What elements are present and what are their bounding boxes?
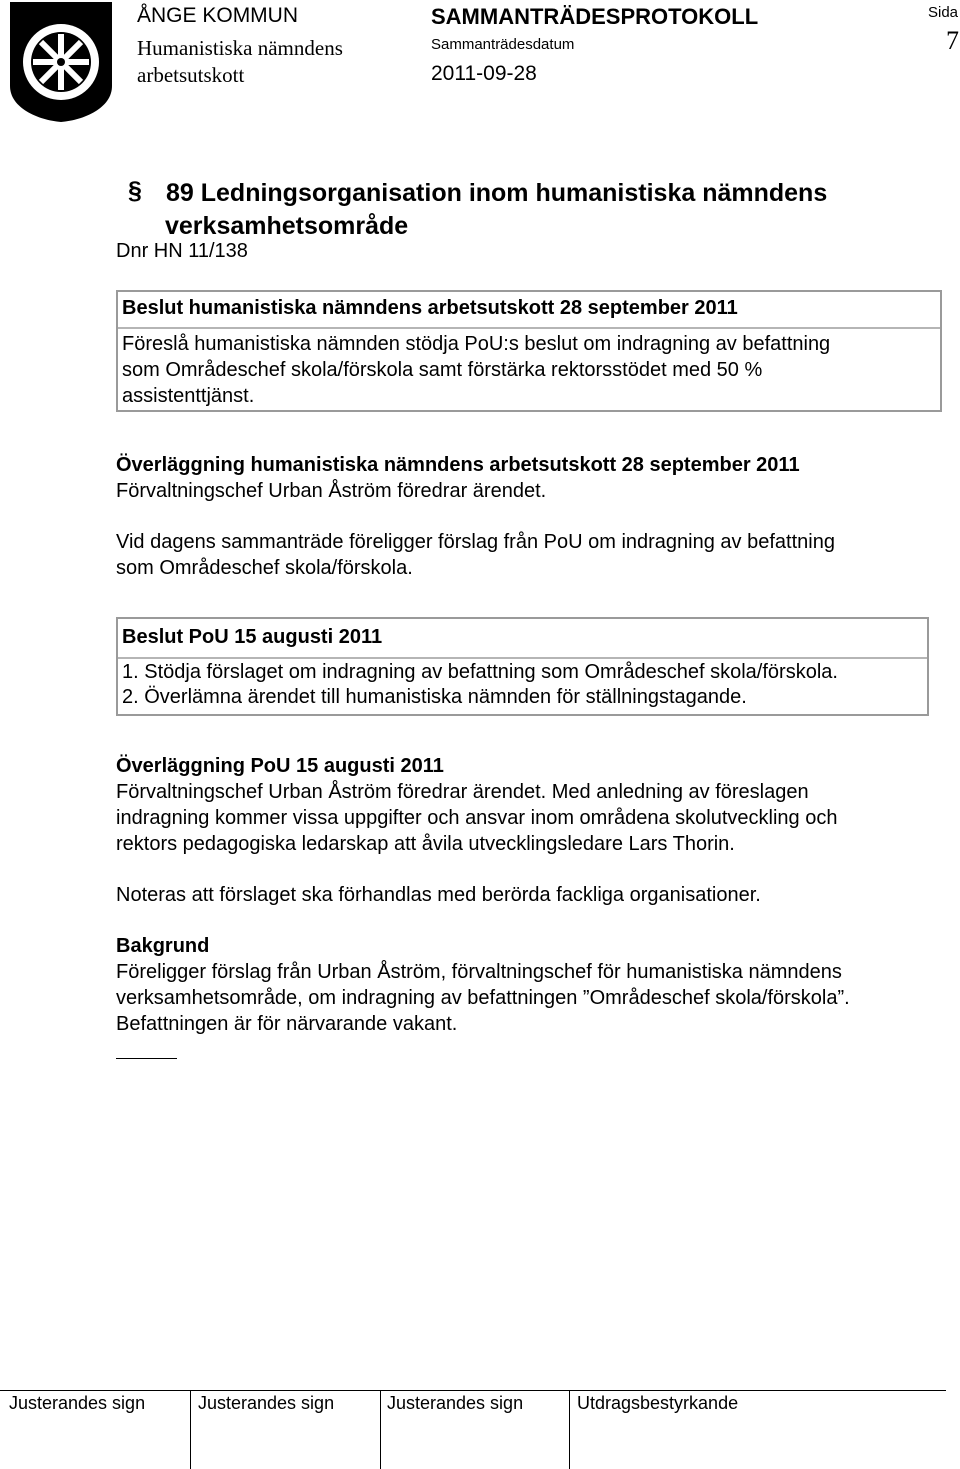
background-line-3: Befattningen är för närvarande vakant. <box>116 1013 458 1035</box>
deliberation-pou-line-1: Förvaltningschef Urban Åström föredrar ärendet. Med anledning av föreslagen <box>116 781 809 803</box>
section-symbol: § <box>128 177 142 205</box>
pou-decision-item-2: 2. Överlämna ärendet till humanistiska nämnden för ställningstagande. <box>122 686 747 708</box>
committee-name-line1: Humanistiska nämndens <box>137 36 343 60</box>
deliberation-pou-line-2: indragning kommer vissa uppgifter och ansvar inom områdena skolutveckling och <box>116 807 838 829</box>
footer-sign-field-3: Justerandes sign <box>387 1393 524 1413</box>
deliberation-au-text: Förvaltningschef Urban Åström föredrar ärendet. <box>116 480 547 502</box>
document-type: SAMMANTRÄDESPROTOKOLL <box>431 4 759 29</box>
footer-sign-field-2: Justerandes sign <box>198 1393 335 1413</box>
meeting-text-line-2: som Områdeschef skola/förskola. <box>116 557 413 579</box>
deliberation-au-heading: Överläggning humanistiska nämndens arbetsutskott 28 september 2011 <box>116 454 800 476</box>
footer-extract-certification: Utdragsbestyrkande <box>577 1393 739 1413</box>
end-rule <box>116 1058 177 1059</box>
decision-line-2: som Områdeschef skola/förskola samt förstärka rektorsstödet med 50 % <box>122 359 763 381</box>
page-number: 7 <box>946 26 959 55</box>
background-heading: Bakgrund <box>116 935 210 957</box>
section-title-line1: 89 Ledningsorganisation inom humanistiska nämndens <box>166 179 828 207</box>
date-label: Sammanträdesdatum <box>431 36 575 53</box>
footer-divider <box>569 1391 570 1469</box>
decision-line-1: Föreslå humanistiska nämnden stödja PoU:s beslut om indragning av befattning <box>122 333 831 355</box>
committee-name-line2: arbetsutskott <box>137 63 245 87</box>
decision-line-3: assistenttjänst. <box>122 385 255 407</box>
deliberation-pou-heading: Överläggning PoU 15 augusti 2011 <box>116 755 444 777</box>
decision-heading: Beslut humanistiska nämndens arbetsutskott 28 september 2011 <box>122 297 738 319</box>
pou-decision-heading: Beslut PoU 15 augusti 2011 <box>122 626 383 648</box>
meeting-date: 2011-09-28 <box>431 62 537 85</box>
meeting-text-line-1: Vid dagens sammanträde föreligger förslag från PoU om indragning av befattning <box>116 531 835 553</box>
background-line-2: verksamhetsområde, om indragning av befattningen ”Områdeschef skola/förskola”. <box>116 987 850 1009</box>
diary-number: Dnr HN 11/138 <box>116 240 248 262</box>
footer-line <box>0 1390 946 1391</box>
municipality-name: ÅNGE KOMMUN <box>137 4 299 27</box>
municipality-logo <box>6 0 116 124</box>
background-line-1: Föreligger förslag från Urban Åström, förvaltningschef för humanistiska nämndens <box>116 961 842 983</box>
footer-divider <box>190 1391 191 1469</box>
pou-decision-item-1: 1. Stödja förslaget om indragning av befattning som Områdeschef skola/förskola. <box>122 661 838 683</box>
section-title <box>166 177 827 243</box>
footer-divider <box>380 1391 381 1469</box>
page-label: Sida <box>928 4 959 21</box>
section-title-line2: verksamhetsområde <box>165 212 409 240</box>
negotiation-note: Noteras att förslaget ska förhandlas med berörda fackliga organisationer. <box>116 884 761 906</box>
deliberation-pou-line-3: rektors pedagogiska ledarskap att åvila utvecklingsledare Lars Thorin. <box>116 833 735 855</box>
footer-sign-field-1: Justerandes sign <box>9 1393 146 1413</box>
